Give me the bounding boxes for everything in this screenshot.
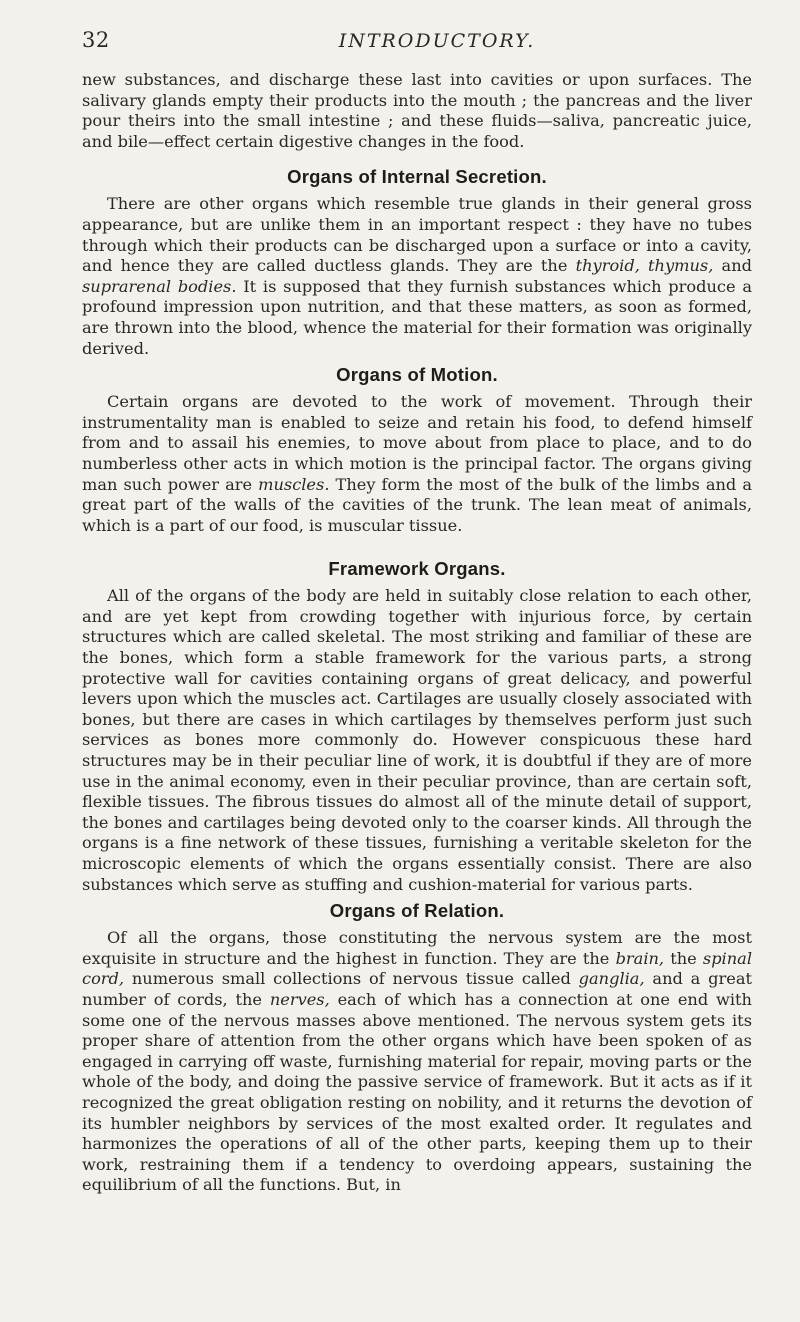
heading-relation: Organs of Relation.	[329, 900, 505, 922]
paragraph-motion	[82, 392, 752, 536]
text-run: It is supposed that they furnish substances which produce a profound impression upon nutrition, and that these matters, as soon as formed, are thrown into the blood, whence the material for their formation was originally derived.	[82, 276, 752, 358]
page-number: 32	[82, 28, 110, 52]
intro-paragraph: new substances, and discharge these last into cavities or upon surfaces. The salivary glands empty their products into the mouth ; the pancreas and the liver pour theirs into the small intestine ; and these fluids—saliva, pancreatic juice, and bile—effect certain digestive changes in the food.	[82, 70, 752, 151]
text-run: Certain organs are devoted to the work of movement. Through their instrumentality man is enabled to seize and retain his food, to defend himself from and to assail his enemies, to move about from place to place, and to do numberless other acts in which motion is the principal factor. The organs giving man such power are	[82, 392, 752, 494]
page-header	[82, 0, 752, 70]
heading-internal-secretion: Organs of Internal Secretion.	[287, 166, 547, 188]
text-run: They form the most of the bulk of the limbs and a great part of the walls of the cavities of the trunk. The lean meat of animals, which is a part of our food, is muscular tissue.	[82, 474, 752, 535]
italic-term: suprarenal bodies.	[82, 276, 237, 296]
text-run: and a great number of cords, the	[82, 969, 752, 1009]
heading-framework: Framework Organs.	[328, 558, 506, 580]
text-run: each of which has a connection at one end with some one of the nervous masses above mentioned. The nervous system gets its proper share of attention from the other organs which have been spoken of as engaged in carrying off waste, furnishing material for repair, moving parts or the whole of the body, and doing the passive service of framework. But it acts as if it recognized the great obligation resting on nobility, and it returns the devotion of its humbler neighbors by services of the most exalted order. It regulates and harmonizes the operations of all of the other parts, keeping them up to their work, restraining them if a tendency to overdoing appears, sustaining the equilibrium of all the functions. But, in	[82, 989, 752, 1195]
italic-term: brain,	[615, 948, 665, 968]
paragraph-framework: All of the organs of the body are held in suitably close relation to each other, and are yet kept from crowding together with injurious force, by certain structures which are called skeletal. The most striking and familiar of these are the bones, which form a stable framework for the various parts, a strong protective wall for cavities containing organs of great delicacy, and powerful levers upon which the muscles act. Cartilages are usually closely associated with bones, but there are cases in which cartilages by themselves perform just such services as bones more commonly do. However conspicuous these hard structures may be in their peculiar line of work, it is doubtful if they are of more use in the animal economy, even in their peculiar province, than are certain soft, flexible tissues. The fibrous tissues do almost all of the minute detail of support, the bones and cartilages being devoted only to the coarser kinds. All through the organs is a fine network of these tissues, furnishing a veritable skeleton for the microscopic elements of which the organs essentially consist. There are also substances which serve as stuffing and cushion-material for various parts.	[82, 586, 752, 894]
italic-term: thyroid, thymus,	[575, 256, 714, 276]
paragraph-internal-secretion	[82, 194, 752, 359]
heading-motion: Organs of Motion.	[336, 364, 498, 386]
running-title: INTRODUCTORY.	[338, 30, 536, 52]
italic-term: muscles.	[258, 474, 330, 494]
text-run: the	[664, 948, 703, 968]
italic-term: spinal cord,	[82, 948, 752, 989]
paragraph-relation	[82, 928, 752, 1196]
text-run: There are other organs which resemble true glands in their general gross appearance, but are unlike them in an important respect : they have no tubes through which their products can be discharged upon a surface or into a cavity, and hence they are called ductless glands. They are the	[82, 194, 752, 276]
italic-term: ganglia,	[578, 969, 645, 989]
text-run: and	[713, 256, 753, 276]
text-run: numerous small collections of nervous tissue called	[124, 969, 579, 989]
italic-term: nerves,	[269, 989, 330, 1009]
text-run: Of all the organs, those constituting the nervous system are the most exquisite in structure and the highest in function. They are the	[82, 928, 752, 968]
